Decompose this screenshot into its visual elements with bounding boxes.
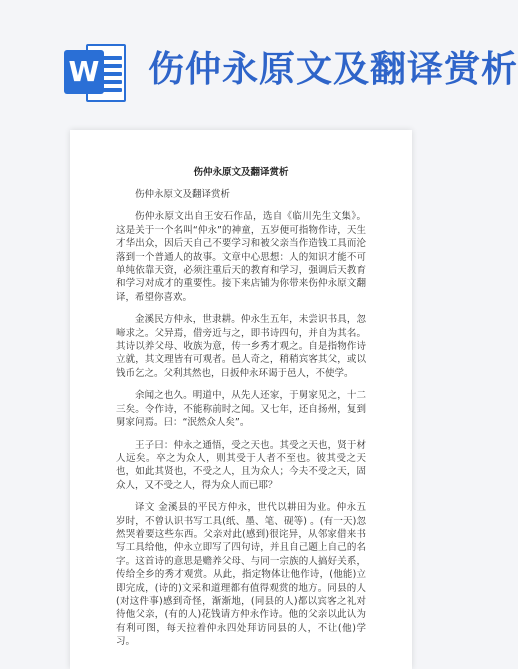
word-letter-badge: W [64, 50, 104, 94]
paragraph: 伤仲永原文出自王安石作品，选自《临川先生文集》。这是关于一个名叫“仲永”的神童，五岁便可指物作诗，天生才华出众，因后天自己不要学习和被父亲当作造钱工具而沦落到一个普通人的故事。文章中心思想：人的知识才能不可单纯依靠天资，必须注重后天的教育和学习，强调后天教育和学习对成才的重要性。接下来店铺为你带来伤仲永原文翻译，希望你喜欢。 [116, 211, 366, 303]
paragraph: 余闻之也久。明道中，从先人还家，于舅家见之，十二三矣。令作诗，不能称前时之闻。又七年，还自扬州，复到舅家问焉。曰：“泯然众人矣”。 [116, 390, 366, 429]
document-body [116, 188, 366, 658]
header-banner [0, 0, 518, 130]
banner-title: 伤仲永原文及翻译赏析 [148, 49, 518, 90]
paragraph: 译文 金溪县的平民方仲永，世代以耕田为业。仲永五岁时，不曾认识书写工具(纸、墨、笔、砚等) 。(有一天)忽然哭着要这些东西。父亲对此(感到)很诧异，从邻家借来书写工具给他，仲永立即写了四句诗，并且自己题上自己的名字。这首诗的意思是赡养父母、与同一宗族的人搞好关系，传给全乡的秀才观赏。从此，指定物体让他作诗，(他能)立即完成，(诗的)文采和道理都有值得观赏的地方。同县的人(对这件事)感到奇怪，渐渐地，(同县的人)都以宾客之礼对待他父亲，(有的人)花钱请方仲永作诗。他的父亲以此认为有利可图，每天拉着仲永四处拜访同县的人，不让(他)学习。 [116, 502, 366, 648]
paragraph: 王子曰：仲永之通悟，受之天也。其受之天也，贤于材人远矣。卒之为众人，则其受于人者不至也。彼其受之天也，如此其贤也，不受之人，且为众人；今夫不受之天，固众人，又不受之人，得为众人而已耶？ [116, 439, 366, 491]
document-title: 伤仲永原文及翻译赏析 [193, 167, 289, 178]
paragraph: 伤仲永原文及翻译赏析 [135, 189, 231, 200]
document-page [70, 130, 412, 669]
paragraph: 金溪民方仲永，世隶耕。仲永生五年，未尝识书具，忽啼求之。父异焉，借旁近与之，即书诗四句，并自为其名。其诗以养父母、收族为意，传一乡秀才观之。自是指物作诗立就，其文理皆有可观者。邑人奇之，稍稍宾客其父，或以钱币乞之。父利其然也，日扳仲永环谒于邑人，不使学。 [116, 314, 366, 379]
word-doc-icon [64, 38, 126, 106]
